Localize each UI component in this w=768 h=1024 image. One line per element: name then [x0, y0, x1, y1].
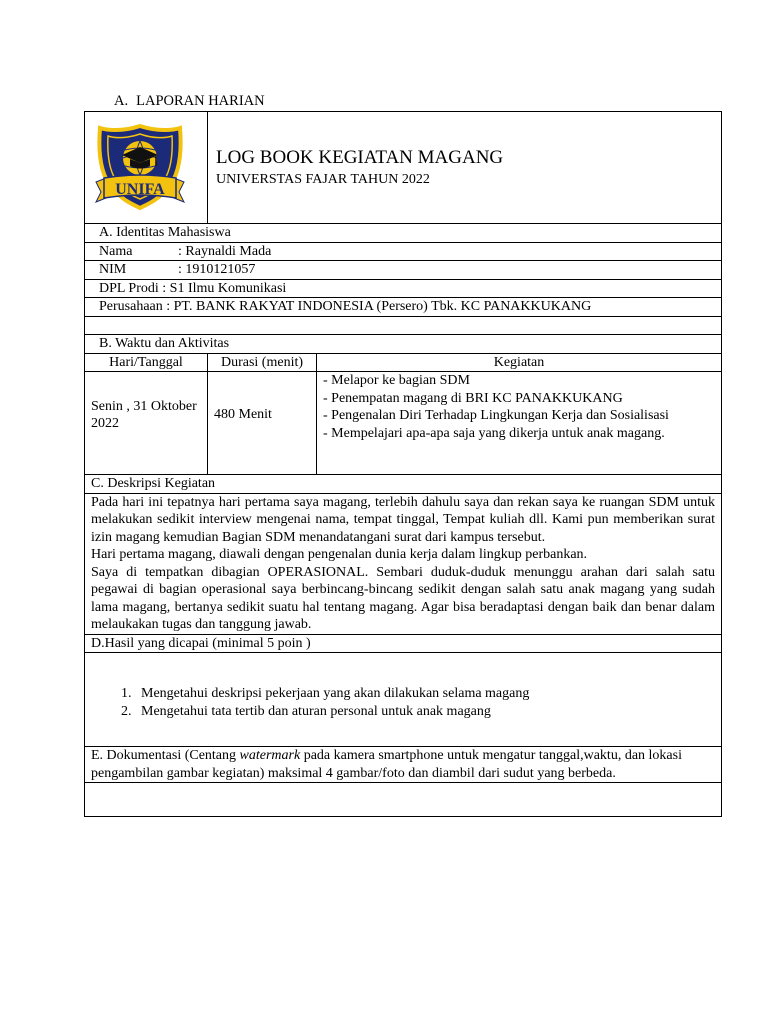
dpl-row: DPL Prodi : S1 Ilmu Komunikasi [85, 279, 722, 298]
deskripsi-paragraph: Saya di tempatkan dibagian OPERASIONAL. Sembari duduk-duduk menunggu arahan dari salah satu pegawai di bagian operasional saya berbincang-bincang sedikit dengan salah satu anak magang yang sudah lama magang, bertanya sedikit suatu hal tentang magang. Agar bisa beradaptasi dengan baik dan benar dalam melaukakan tugas dan tanggung jawab. [91, 564, 715, 632]
nim-value: : 1910121057 [178, 262, 256, 277]
title-cell [208, 112, 722, 224]
section-heading [114, 93, 265, 110]
perusahaan-row: Perusahaan : PT. BANK RAKYAT INDONESIA (Persero) Tbk. KC PANAKKUKANG [85, 298, 722, 317]
logbook-title: LOG BOOK KEGIATAN MAGANG [216, 147, 504, 168]
logbook-table [84, 111, 722, 817]
kegiatan-item: - Pengenalan Diri Terhadap Lingkungan Kerja dan Sosialisasi [323, 408, 669, 423]
logo-cell [85, 112, 208, 224]
hasil-body [85, 653, 722, 747]
deskripsi-body [85, 493, 722, 634]
nim-label: NIM [99, 262, 127, 277]
hasil-heading: D.Hasil yang dicapai (minimal 5 poin ) [85, 634, 722, 653]
kegiatan-cell [317, 372, 722, 475]
section-title: LAPORAN HARIAN [136, 93, 265, 109]
kegiatan-item: - Penempatan magang di BRI KC PANAKKUKANG [323, 390, 623, 406]
durasi-cell: 480 Menit [208, 372, 317, 475]
col-kegiatan-header: Kegiatan [317, 353, 722, 372]
col-hari-header: Hari/Tanggal [85, 353, 208, 372]
deskripsi-paragraph: Hari pertama magang, diawali dengan pengenalan dunia kerja dalam lingkup perbankan. [91, 547, 588, 562]
kegiatan-item: - Melapor ke bagian SDM [323, 373, 470, 388]
logo-text: UNIFA [115, 180, 165, 198]
hasil-list [91, 685, 715, 720]
header-row [85, 112, 722, 224]
deskripsi-paragraph: Pada hari ini tepatnya hari pertama saya magang, terlebih dahulu saya dan rekan saya ke ruangan SDM untuk melakukan sedikit interview mengenai nama, tempat tinggal, Tempat kuliah dll. Kami pun memberikan surat izin magang kemudian Bagian SDM menandatangani surat dari kampus tersebut. [91, 494, 715, 545]
nim-row [85, 261, 722, 280]
spacer-row [85, 316, 722, 335]
nama-row [85, 242, 722, 261]
waktu-data-row [85, 372, 722, 475]
deskripsi-heading: C. Deskripsi Kegiatan [85, 475, 722, 494]
nama-value: : Raynaldi Mada [178, 243, 272, 259]
kegiatan-item: - Mempelajari apa-apa saja yang dikerja untuk anak magang. [323, 425, 665, 441]
hari-cell: Senin , 31 Oktober 2022 [85, 372, 208, 475]
unifa-logo [92, 122, 188, 214]
logbook-subtitle: UNIVERSTAS FAJAR TAHUN 2022 [216, 171, 430, 187]
col-durasi-header: Durasi (menit) [208, 353, 317, 372]
waktu-header-row [85, 353, 722, 372]
hasil-item: 1. Mengetahui deskripsi pekerjaan yang akan dilakukan selama magang [135, 685, 715, 703]
identitas-heading: A. Identitas Mahasiswa [85, 224, 722, 243]
dokumentasi-heading: E. Dokumentasi (Centang watermark pada kamera smartphone untuk mengatur tanggal,waktu, dan lokasi pengambilan gambar kegiatan) maksimal 4 gambar/foto dan diambil dari sudut yang berbeda. [85, 747, 722, 783]
nama-label: Nama [99, 243, 133, 259]
waktu-heading: B. Waktu dan Aktivitas [85, 335, 722, 354]
hasil-item: 2. Mengetahui tata tertib dan aturan personal untuk anak magang [135, 703, 715, 721]
section-number: A. [114, 93, 129, 109]
dokumentasi-area [85, 783, 722, 817]
